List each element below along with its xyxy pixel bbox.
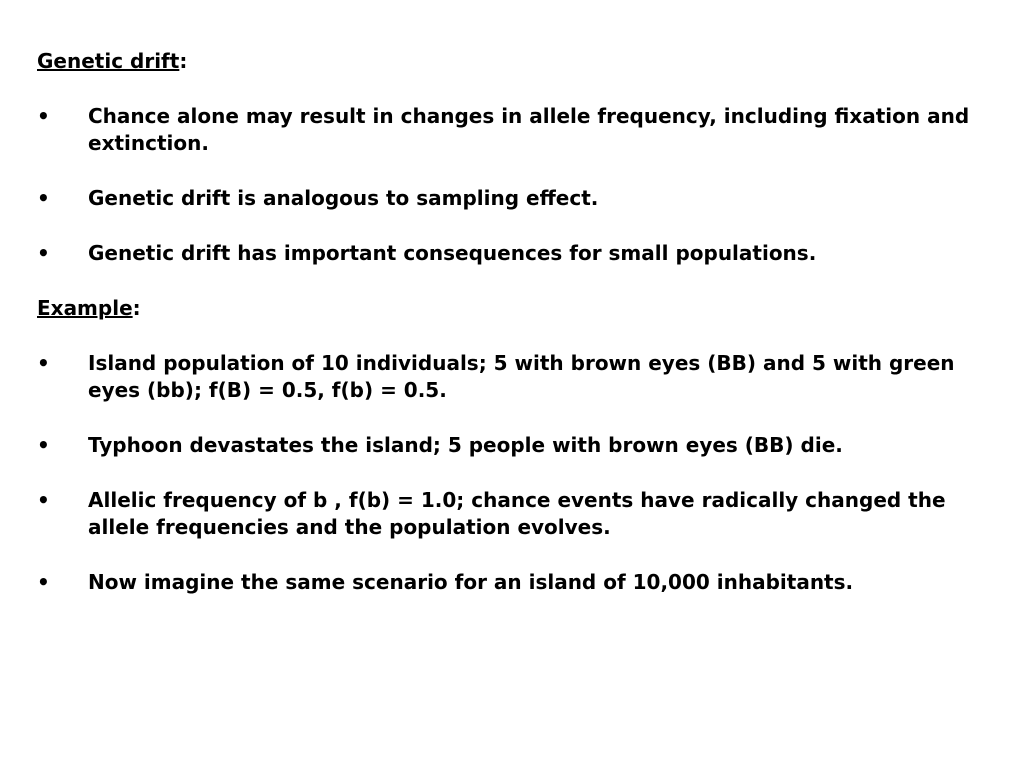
bullet-icon: •	[37, 433, 50, 457]
bullet-icon: •	[37, 241, 50, 265]
list-item	[37, 103, 987, 157]
list-item-text: Allelic frequency of b , f(b) = 1.0; chance events have radically changed the allele frequencies and the population evolves.	[88, 488, 946, 539]
bullet-icon: •	[37, 488, 50, 512]
list-item	[37, 432, 987, 459]
list-item-text: Now imagine the same scenario for an island of 10,000 inhabitants.	[88, 570, 854, 594]
list-item-text: Chance alone may result in changes in allele frequency, including fixation and extinction.	[88, 104, 970, 155]
bullet-icon: •	[37, 186, 50, 210]
list-item	[37, 569, 987, 596]
bullet-icon: •	[37, 104, 50, 128]
heading-colon: :	[179, 49, 188, 73]
heading-text: Genetic drift	[37, 49, 180, 73]
genetic-drift-list	[37, 103, 987, 267]
list-item	[37, 240, 987, 267]
bullet-icon: •	[37, 570, 50, 594]
list-item	[37, 487, 987, 541]
list-item-text: Typhoon devastates the island; 5 people with brown eyes (BB) die.	[88, 433, 843, 457]
list-item-text: Genetic drift has important consequences for small populations.	[88, 241, 817, 265]
list-item-text: Genetic drift is analogous to sampling effect.	[88, 186, 599, 210]
list-item	[37, 185, 987, 212]
bullet-icon: •	[37, 351, 50, 375]
list-item	[37, 350, 987, 404]
heading-colon: :	[132, 296, 141, 320]
section-heading-genetic-drift	[37, 48, 987, 75]
slide-content	[37, 48, 987, 596]
section-heading-example	[37, 295, 987, 322]
heading-text: Example	[37, 296, 133, 320]
example-list	[37, 350, 987, 596]
list-item-text: Island population of 10 individuals; 5 with brown eyes (BB) and 5 with green eyes (bb); f(B) = 0.5, f(b) = 0.5.	[88, 351, 955, 402]
